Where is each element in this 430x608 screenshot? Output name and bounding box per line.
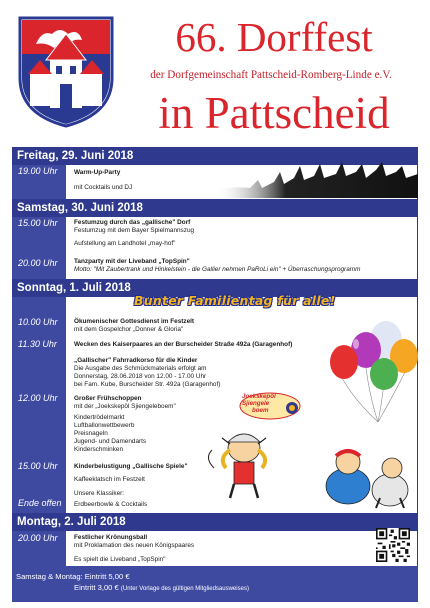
admission-line-1: Samstag & Montag: Eintritt 5,00 €	[16, 572, 130, 581]
event-time: 20.00 Uhr	[18, 258, 58, 268]
event-time: 19.00 Uhr	[18, 166, 58, 176]
event-detail: Kindertrödelmarkt	[74, 414, 125, 421]
crowd-silhouette-icon	[214, 160, 418, 198]
event-title: Kinderbelustigung „Gallische Spiele"	[74, 463, 188, 470]
day-header-sunday: Sonntag, 1. Juli 2018	[12, 279, 418, 297]
event-time: 15.00 Uhr	[18, 461, 58, 471]
event-title: Wecken des Kaiserpaares an der Burscheider Straße 492a (Garagenhof)	[74, 341, 293, 348]
event-detail: Kaffeeklatsch im Festzelt	[74, 476, 145, 483]
event-title: Ökumenischer Gottesdienst im Festzelt	[74, 318, 195, 325]
event-title: Großer Frühschoppen	[74, 395, 142, 402]
coat-of-arms-icon	[16, 14, 116, 130]
day-header-monday: Montag, 2. Juli 2018	[12, 513, 418, 531]
event-detail: Kinderschminken	[74, 446, 124, 453]
event-detail: Donnerstag, 28.06.2018 von 12.00 - 17.00 Uhr	[74, 373, 207, 380]
event-title: „Gallischer" Fahrradkorso für die Kinder	[74, 357, 198, 364]
event-detail: mit dem Gospelchor „Donner & Gloria"	[74, 326, 184, 333]
event-detail: Unsere Klassiker:	[74, 490, 125, 497]
event-time: 20.00 Uhr	[18, 533, 58, 543]
event-detail: Jugend- und Damendarts	[74, 438, 147, 445]
event-detail: Erdbeerbowle & Cocktails	[74, 501, 148, 508]
gaul-figure-image-icon	[204, 428, 286, 504]
organizer-subtitle: der Dorfgemeinschaft Pattscheid-Romberg-Linde e.V.	[150, 69, 392, 81]
event-detail: bei Fam. Kube, Burscheider Str. 492a (Garagenhof)	[74, 381, 221, 388]
event-detail: Motto: "Mit Zaubertrank und Hinkelstein - die Gallier nehmen PaRoLi ein" + Überraschungsprogramm	[74, 266, 361, 273]
event-detail: Es spielt die Liveband „TopSpin"	[74, 556, 166, 563]
event-detail: Aufstellung am Landhotel „may-hof"	[74, 240, 176, 247]
day-header-saturday: Samstag, 30. Juni 2018	[12, 199, 418, 217]
event-time: Ende offen	[18, 498, 62, 508]
event-detail: Die Ausgabe des Schmückmaterials erfolgt am	[74, 365, 207, 372]
event-detail: Festumzug mit dem Bayer Spielmannszug	[74, 227, 195, 234]
admission-line-2: Eintritt 3,00 € (Unter Vorlage des gültigen Mitgliedsausweises)	[74, 583, 249, 592]
family-day-banner: Bunter Familientag für alle!	[134, 293, 336, 308]
event-time: 11.30 Uhr	[18, 339, 57, 349]
title-line-1: 66. Dorffest	[175, 14, 373, 60]
gaul-characters-image-icon	[318, 446, 418, 510]
balloons-image-icon	[326, 318, 420, 422]
event-time: 10.00 Uhr	[18, 317, 58, 327]
qr-code-icon	[376, 528, 410, 562]
event-detail: Preisnageln	[74, 430, 108, 437]
band-logo-text: Joekskepöl Sjiengele boem	[242, 393, 276, 414]
event-detail: mit der „Joekskepöl Sjiengeleboem"	[74, 403, 176, 410]
day-header-friday: Freitag, 29. Juni 2018	[12, 147, 418, 165]
event-title: Warm-Up-Party	[74, 169, 121, 176]
time-column	[12, 297, 66, 513]
event-title: Festlicher Krönungsball	[74, 534, 148, 541]
event-detail: Luftballonwettbewerb	[74, 422, 135, 429]
event-time: 12.00 Uhr	[18, 393, 58, 403]
title-line-2: in Pattscheid	[158, 88, 390, 138]
event-detail: mit Cocktails und DJ	[74, 184, 133, 191]
event-title: Festumzug durch das „gallische" Dorf	[74, 219, 191, 226]
event-time: 15.00 Uhr	[18, 218, 58, 228]
event-detail: mit Proklamation des neuen Königspaares	[74, 542, 195, 549]
event-title: Tanzparty mit der Liveband „TopSpin"	[74, 258, 190, 265]
